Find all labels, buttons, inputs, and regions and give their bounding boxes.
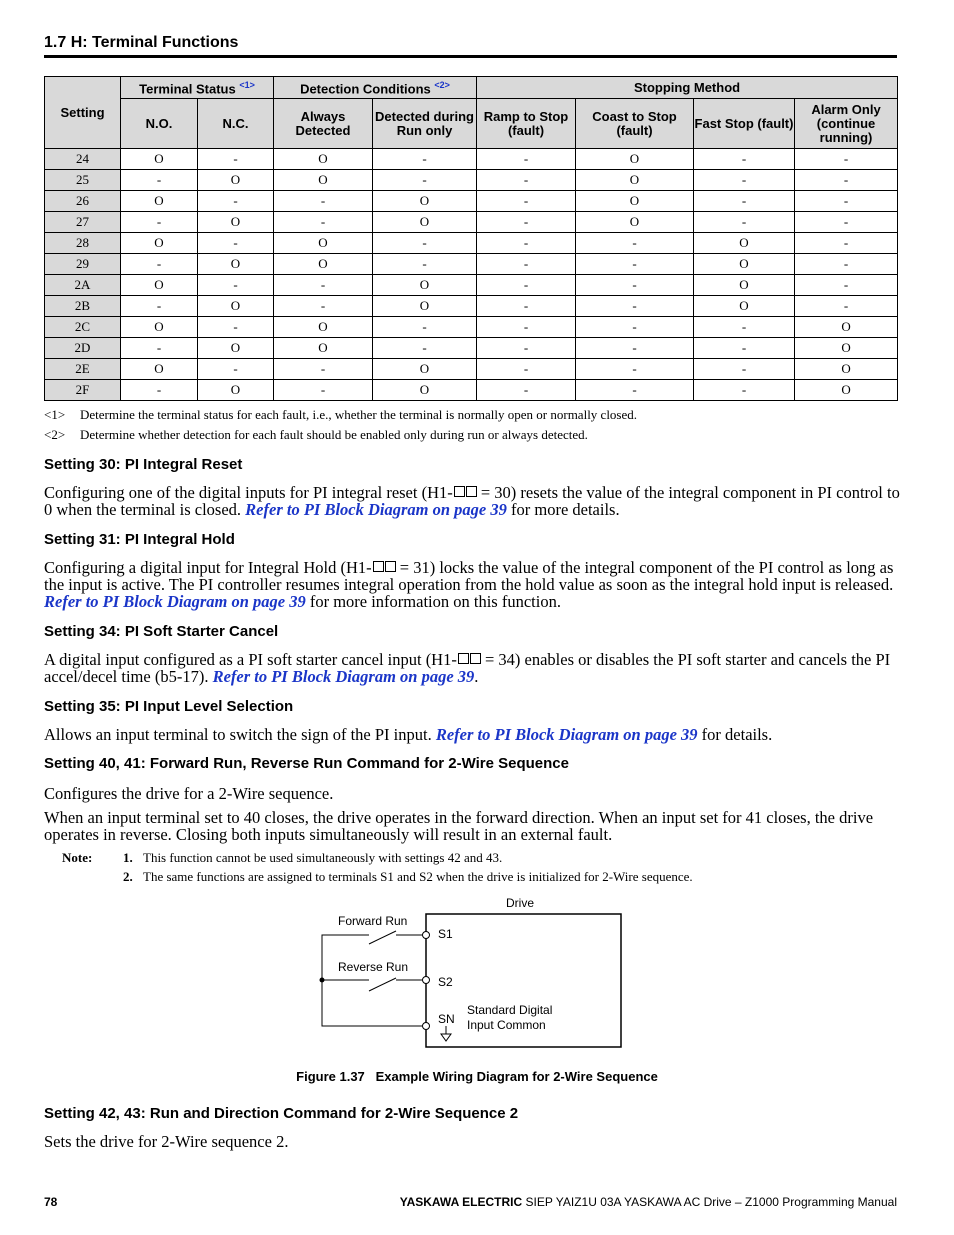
table-cell: - [795,191,898,212]
table-cell: O [694,296,795,317]
terminal-s2 [423,977,430,984]
placeholder-box-icon [470,653,481,664]
footnote-2-text: Determine whether detection for each fault should be enabled only during run or always detected. [80,427,588,442]
table-cell: O [795,359,898,380]
table-cell: O [274,233,373,254]
table-row [45,380,898,401]
note-label: Note: [62,850,93,865]
table-cell: O [198,380,274,401]
table-cell: O [198,296,274,317]
setting-cell: 2B [45,296,121,317]
table-cell: O [121,317,198,338]
label-forward-run: Forward Run [338,914,408,928]
table-cell: O [121,191,198,212]
header-detection-conditions [274,77,477,99]
table-cell: - [477,233,576,254]
header-detection-label: Detection Conditions [300,81,431,97]
table-cell: O [373,359,477,380]
footnote-2 [44,427,588,443]
placeholder-box-icon [373,561,384,572]
table-cell: - [121,212,198,233]
s30-text-3: for more details. [506,500,620,519]
placeholder-box-icon [385,561,396,572]
table-cell: - [576,338,694,359]
table-cell: O [121,275,198,296]
table-cell: O [121,233,198,254]
subheader-7: Alarm Only (continue running) [795,99,898,149]
table-cell: - [477,317,576,338]
subheader-2: Always Detected [274,99,373,149]
paragraph-setting-31 [44,559,900,610]
note-1-num: 1. [123,850,133,865]
table-cell: - [795,296,898,317]
table-cell: - [795,233,898,254]
paragraph-setting-34 [44,651,900,685]
table-cell: - [694,359,795,380]
table-cell: O [198,254,274,275]
s34-text-1: A digital input configured as a PI soft starter cancel input (H1- [44,650,457,669]
label-common-2: Input Common [467,1018,546,1032]
table-row [45,149,898,170]
terminal-sn [423,1023,430,1030]
table-cell: - [477,359,576,380]
label-s1: S1 [438,927,453,941]
table-row [45,359,898,380]
heading-setting-31: Setting 31: PI Integral Hold [44,531,235,548]
footer-manual-title [400,1195,897,1209]
footer-brand: YASKAWA ELECTRIC [399,1195,523,1209]
table-cell: O [576,191,694,212]
footnote-1-text: Determine the terminal status for each fault, i.e., whether the terminal is normally open or normally closed. [80,407,638,422]
switch-reverse [369,978,396,991]
table-cell: O [274,170,373,191]
section-header: 1.7 H: Terminal Functions [44,33,897,58]
heading-setting-40-41: Setting 40, 41: Forward Run, Reverse Run Command for 2-Wire Sequence [44,755,569,772]
setting-cell: 2D [45,338,121,359]
table-cell: - [198,317,274,338]
note-2-text: The same functions are assigned to terminals S1 and S2 when the drive is initialized for 2-Wire sequence. [143,869,693,884]
table-cell: - [121,380,198,401]
table-cell: O [795,317,898,338]
link-pi-block-diagram[interactable]: Refer to PI Block Diagram on page 39 [44,592,306,611]
table-cell: - [694,338,795,359]
subheader-6: Fast Stop (fault) [694,99,795,149]
table-cell: O [795,338,898,359]
link-pi-block-diagram[interactable]: Refer to PI Block Diagram on page 39 [212,667,475,686]
s34-text-3: . [474,667,479,686]
table-cell: - [576,317,694,338]
s30-text-1: Configuring one of the digital inputs for PI integral reset (H1- [44,483,453,502]
table-cell: O [373,212,477,233]
table-cell: O [274,338,373,359]
table-cell: - [477,338,576,359]
table-cell: O [198,170,274,191]
table-cell: - [477,212,576,233]
table-cell: O [373,296,477,317]
setting-cell: 28 [45,233,121,254]
table-cell: O [198,338,274,359]
table-cell: - [373,254,477,275]
setting-cell: 27 [45,212,121,233]
setting-cell: 25 [45,170,121,191]
table-cell: - [795,212,898,233]
subheader-1: N.C. [198,99,274,149]
table-cell: - [477,149,576,170]
s31-text-2: = 31) locks the value of the integral component of the PI control as long as the input is active. The PI controller resumes integral operation from the hold value as soon as the integral hold input is released. [44,558,894,594]
figure-caption: Figure 1.37 Example Wiring Diagram for 2-Wire Sequence [296,1069,658,1084]
placeholder-box-icon [458,653,469,664]
wire-common [322,980,422,1026]
table-cell: O [795,380,898,401]
setting-cell: 2A [45,275,121,296]
setting-cell: 26 [45,191,121,212]
label-reverse-run: Reverse Run [338,960,409,974]
terminal-s1 [423,932,430,939]
s31-text-3: for more information on this function. [305,592,561,611]
switch-forward [369,931,396,944]
setting-cell: 2E [45,359,121,380]
heading-setting-34: Setting 34: PI Soft Starter Cancel [44,623,279,640]
table-cell: - [121,254,198,275]
table-cell: O [373,275,477,296]
table-cell: - [274,380,373,401]
paragraph-setting-35 [44,726,900,743]
table-cell: - [121,170,198,191]
table-row [45,170,898,191]
table-cell: O [198,212,274,233]
table-row [45,233,898,254]
table-cell: O [274,149,373,170]
table-cell: - [795,254,898,275]
note-2-num: 2. [123,869,133,884]
subheader-0: N.O. [121,99,198,149]
placeholder-box-icon [466,486,477,497]
table-cell: - [274,212,373,233]
subheader-3: Detected during Run only [373,99,477,149]
header-terminal-status-label: Terminal Status [139,81,236,97]
table-cell: - [477,254,576,275]
table-row [45,338,898,359]
table-cell: - [274,191,373,212]
table-cell: - [274,359,373,380]
footer-page-number: 78 [44,1195,58,1209]
table-row [45,317,898,338]
table-cell: - [795,275,898,296]
table-cell: - [576,254,694,275]
setting-cell: 24 [45,149,121,170]
table-cell: - [477,170,576,191]
table-cell: - [373,317,477,338]
table-cell: - [694,317,795,338]
note-1-text: This function cannot be used simultaneously with settings 42 and 43. [143,850,503,865]
table-cell: - [576,275,694,296]
table-cell: - [694,149,795,170]
heading-setting-35: Setting 35: PI Input Level Selection [44,698,294,715]
table-cell: - [198,275,274,296]
paragraph-setting-40-2: When an input terminal set to 40 closes, the drive operates in the forward direction. When an input set for 41 closes, the drive operates in reverse. Closing both inputs simultaneously will result in an external fault. [44,808,874,844]
table-row [45,296,898,317]
junction-dot [320,978,325,983]
table-cell: O [274,317,373,338]
table-cell: O [274,254,373,275]
terminal-function-table [44,76,898,401]
table-cell: - [576,233,694,254]
footnote-ref-1[interactable]: <1> [239,80,255,91]
setting-cell: 29 [45,254,121,275]
table-cell: - [373,170,477,191]
table-cell: - [694,191,795,212]
wiring-diagram-2-wire [0,890,954,1060]
table-cell: - [198,149,274,170]
note-item-1 [123,850,502,866]
footnote-ref-2[interactable]: <2> [434,80,450,91]
subheader-5: Coast to Stop (fault) [576,99,694,149]
table-cell: O [576,149,694,170]
setting-cell: 2C [45,317,121,338]
header-setting: Setting [45,77,121,149]
table-cell: - [373,149,477,170]
table-cell: - [795,170,898,191]
table-cell: - [576,380,694,401]
subheader-4: Ramp to Stop (fault) [477,99,576,149]
footnote-1-num: <1> [44,407,66,422]
table-row [45,254,898,275]
table-cell: - [477,191,576,212]
placeholder-box-icon [454,486,465,497]
table-cell: - [121,338,198,359]
table-cell: O [694,233,795,254]
table-cell: O [373,191,477,212]
table-cell: - [576,296,694,317]
table-cell: - [121,296,198,317]
table-cell: - [477,275,576,296]
label-drive: Drive [505,896,535,910]
table-cell: - [576,359,694,380]
table-cell: - [795,149,898,170]
s35-text-1: Allows an input terminal to switch the sign of the PI input. [44,725,436,744]
table-cell: - [373,233,477,254]
table-cell: - [373,338,477,359]
table-cell: O [576,170,694,191]
table-cell: O [373,380,477,401]
link-pi-block-diagram[interactable]: Refer to PI Block Diagram on page 39 [435,725,698,744]
s31-text-1: Configuring a digital input for Integral Hold (H1- [44,558,372,577]
table-cell: - [477,296,576,317]
label-sn: SN [438,1012,455,1026]
s34-text-2: = 34) enables or disables the PI soft starter and cancels the PI accel/decel time (b5-17). [44,650,891,686]
table-cell: - [198,191,274,212]
table-cell: O [576,212,694,233]
table-row [45,212,898,233]
table-cell: - [694,212,795,233]
note-item-2 [123,869,693,885]
table-row [45,275,898,296]
footnote-1 [44,407,637,423]
paragraph-setting-40-1: Configures the drive for a 2-Wire sequence. [44,784,334,803]
heading-setting-30: Setting 30: PI Integral Reset [44,456,243,473]
paragraph-setting-30 [44,484,900,518]
table-cell: - [477,380,576,401]
table-cell: O [121,359,198,380]
table-cell: O [694,275,795,296]
header-terminal-status [121,77,274,99]
table-cell: - [274,296,373,317]
label-common-1: Standard Digital [467,1003,553,1017]
link-pi-block-diagram[interactable]: Refer to PI Block Diagram on page 39 [245,500,507,519]
footnote-2-num: <2> [44,427,66,442]
table-cell: O [694,254,795,275]
ground-icon [441,1034,451,1041]
table-cell: - [198,359,274,380]
table-cell: - [694,170,795,191]
setting-cell: 2F [45,380,121,401]
heading-setting-42-43: Setting 42, 43: Run and Direction Command for 2-Wire Sequence 2 [44,1105,519,1122]
header-stopping-method: Stopping Method [477,77,898,99]
paragraph-setting-42: Sets the drive for 2-Wire sequence 2. [44,1132,289,1151]
table-cell: - [274,275,373,296]
table-row [45,191,898,212]
label-s2: S2 [438,975,453,989]
table-cell: - [694,380,795,401]
s30-text-2: = 30) resets the value of the integral component in PI control to 0 when the terminal is closed. [44,483,900,519]
table-cell: - [198,233,274,254]
table-cell: O [121,149,198,170]
footer-manual-text: SIEP YAIZ1U 03A YASKAWA AC Drive – Z1000 Programming Manual [522,1195,897,1209]
s35-text-3: for details. [697,725,773,744]
